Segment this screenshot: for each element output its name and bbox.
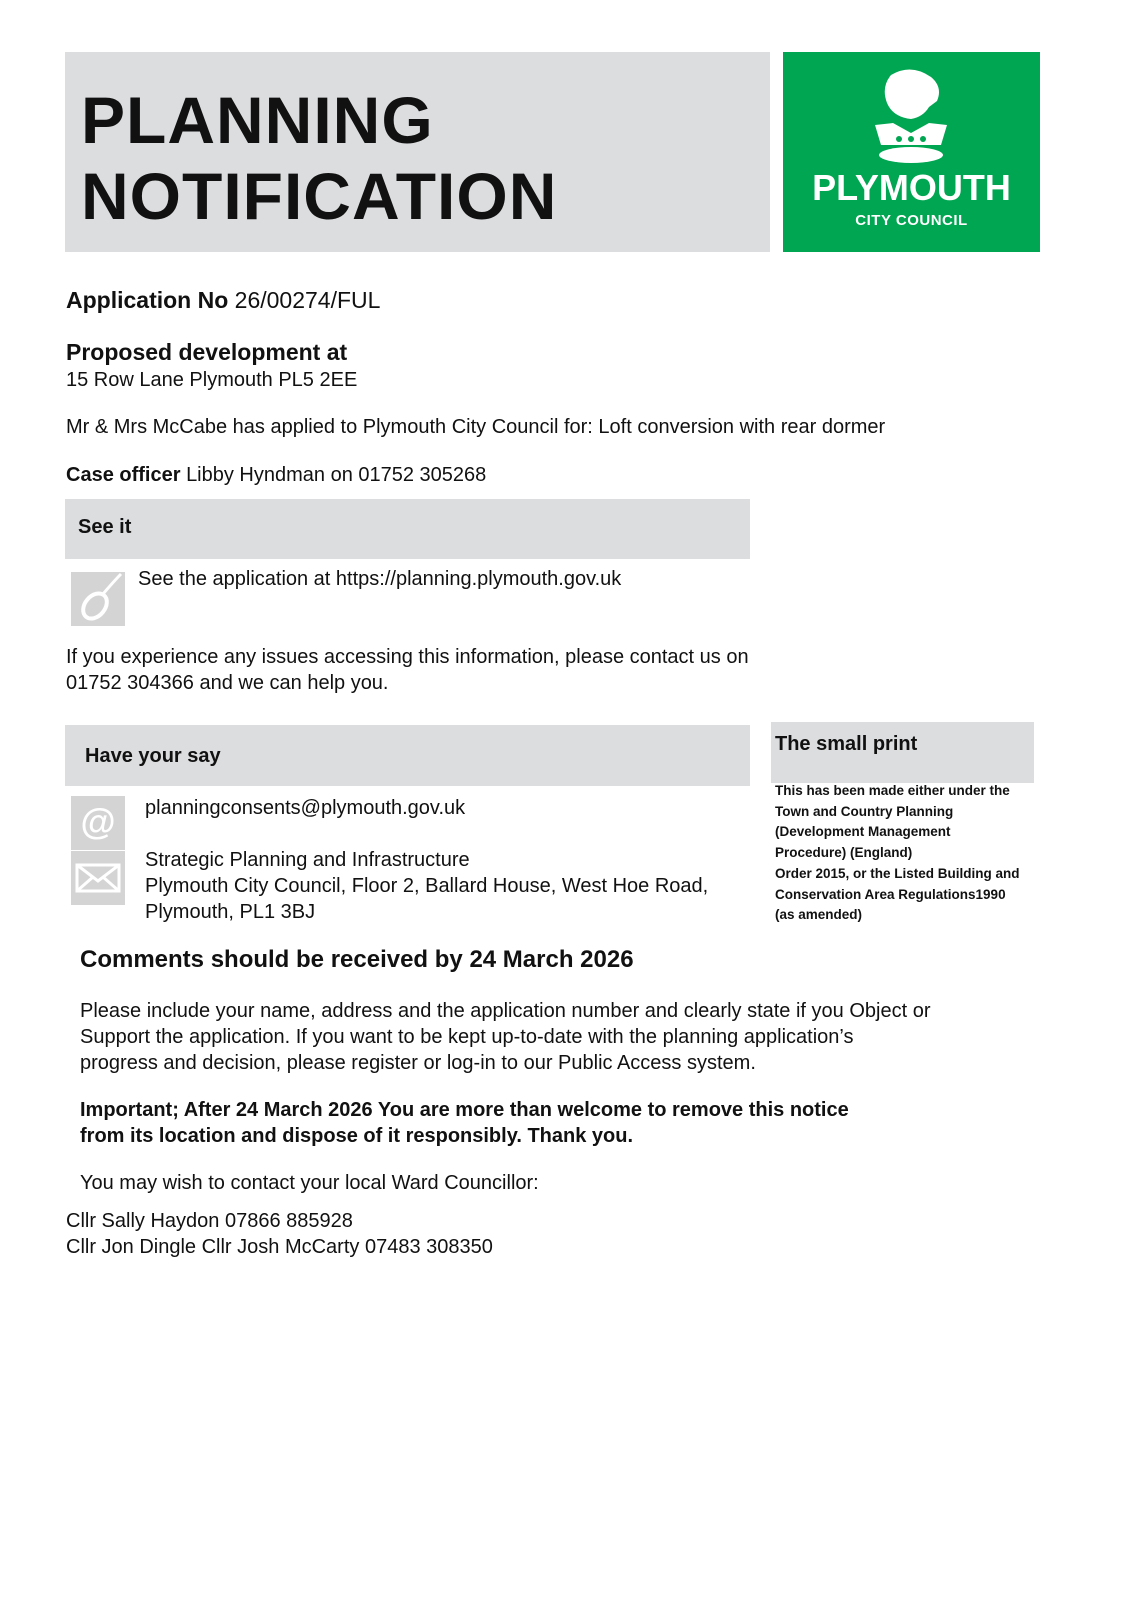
address-line: Strategic Planning and Infrastructure (145, 849, 470, 871)
lion-crown-icon (871, 67, 951, 165)
development-label: Proposed development at (66, 339, 348, 365)
application-number (66, 287, 380, 313)
small-print-header (771, 722, 1034, 783)
councillor-contact: Cllr Sally Haydon 07866 885928 (66, 1210, 353, 1232)
label: Application No (66, 287, 229, 313)
title-line: NOTIFICATION (81, 159, 558, 233)
comments-deadline: Comments should be received by 24 March 2026 (80, 946, 634, 973)
important-notice: from its location and dispose of it responsibly. Thank you. (80, 1125, 634, 1147)
email-link[interactable]: planningconsents@plymouth.gov.uk (145, 797, 466, 819)
help-text: 01752 304366 and we can help you. (66, 672, 389, 694)
important-notice: Important; After 24 March 2026 You are more than welcome to remove this notice (80, 1099, 849, 1121)
see-it-header (65, 499, 750, 559)
case-officer (66, 462, 486, 488)
help-text: If you experience any issues accessing this information, please contact us on (66, 646, 749, 668)
section-heading: Have your say (85, 745, 221, 767)
page-title (81, 82, 557, 234)
small-print-line: This has been made either under the (775, 783, 1010, 798)
mouse-icon (71, 572, 125, 626)
application-description: Mr & Mrs McCabe has applied to Plymouth City Council for: Loft conversion with rear dormer (66, 416, 886, 438)
title-line: PLANNING (81, 83, 434, 157)
value: 26/00274/FUL (234, 287, 381, 313)
ward-intro: You may wish to contact your local Ward Councillor: (80, 1172, 539, 1194)
logo-name: PLYMOUTH (812, 167, 1011, 208)
section-heading: The small print (775, 733, 918, 755)
section-heading: See it (78, 516, 132, 538)
email-icon: @ (71, 796, 125, 850)
small-print-line: Procedure) (England) (775, 845, 913, 861)
address-line: Plymouth, PL1 3BJ (145, 901, 316, 923)
councillor-contact: Cllr Jon Dingle Cllr Josh McCarty 07483 308350 (66, 1236, 493, 1258)
instructions-line: progress and decision, please register or log-in to our Public Access system. (80, 1052, 756, 1074)
small-print-line: Town and Country Planning (775, 803, 954, 819)
instructions-line: Please include your name, address and the application number and clearly state if you Object or (80, 1000, 931, 1022)
application-link[interactable]: See the application at https://planning.plymouth.gov.uk (138, 568, 622, 590)
address-line: Plymouth City Council, Floor 2, Ballard House, West Hoe Road, (145, 875, 709, 897)
envelope-icon (71, 851, 125, 905)
have-your-say-header (65, 725, 750, 786)
development-address: 15 Row Lane Plymouth PL5 2EE (66, 369, 358, 391)
small-print-line: Conservation Area Regulations1990 (775, 886, 1006, 902)
value: Libby Hyndman on 01752 305268 (186, 464, 487, 486)
small-print-line: Order 2015, or the Listed Building and (775, 865, 1020, 881)
logo-subtitle: CITY COUNCIL (855, 212, 968, 229)
title-banner (65, 52, 770, 252)
small-print-text (775, 781, 1020, 926)
instructions-line: Support the application. If you want to be kept up-to-date with the planning application’s (80, 1026, 854, 1048)
council-logo (783, 52, 1040, 252)
small-print-line: (Development Management (775, 824, 951, 840)
small-print-line: (as amended) (775, 907, 863, 923)
label: Case officer (66, 464, 181, 486)
